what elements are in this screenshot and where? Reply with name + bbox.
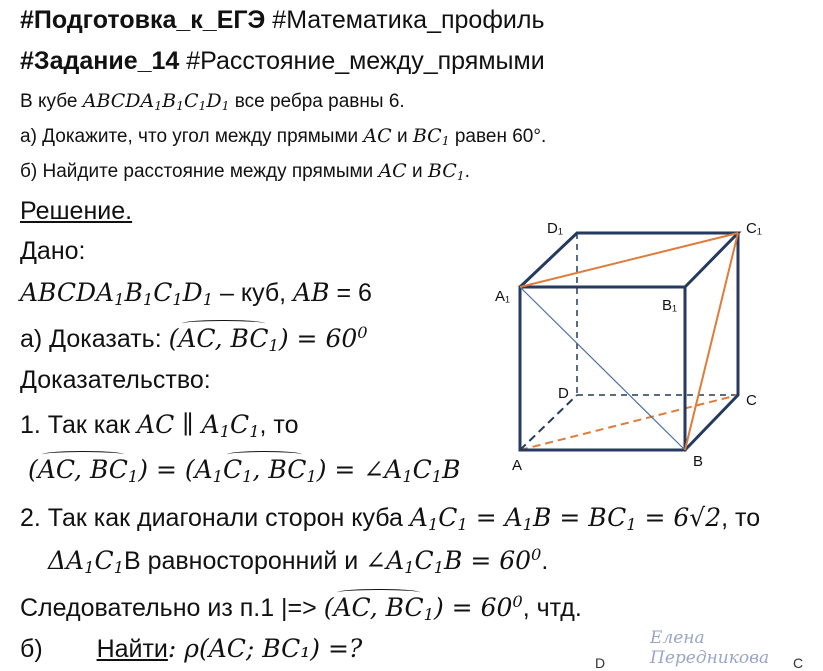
a-prefix: а) Докажите, что угол между прямыми	[20, 126, 364, 147]
proof-label: Доказательство:	[20, 366, 211, 394]
given-ab: AB	[293, 278, 330, 307]
find-label: Найти	[96, 635, 168, 663]
conclusion-formula: (AC, $BC_1) = 60^0$	[323, 592, 523, 624]
tag-prep: #Подготовка_к_ЕГЭ	[20, 6, 266, 34]
conclusion-prefix: Следовательно из п.1 |=>	[20, 593, 324, 622]
line-bc1-b: $BC_1$	[427, 160, 465, 184]
triangle-name: $\Delta A_1C_1$	[48, 545, 124, 577]
step1-suffix: , то	[259, 411, 299, 439]
diagonal-bc1	[685, 233, 738, 450]
tag-topic: #Расстояние_между_прямыми	[186, 47, 545, 75]
a-suffix: равен 60°.	[449, 126, 547, 147]
diagonal-a1c1	[520, 233, 738, 287]
label-d: D	[558, 385, 569, 402]
intro-prefix: В кубе	[20, 91, 83, 112]
cube-name: $ABCDA_1B_1C_1D_1$	[82, 90, 230, 114]
and-word: и	[391, 126, 413, 147]
solution-title: Решение.	[20, 197, 133, 225]
given-text: – куб,	[213, 279, 294, 307]
step-2	[20, 503, 760, 534]
header-line-2	[20, 47, 545, 76]
label-c: C	[746, 392, 757, 409]
given-label: Дано:	[20, 237, 86, 265]
step-1	[20, 410, 299, 441]
given-statement: $ABCDA_1B_1C_1D_1$ – куб, AB = 6	[20, 278, 372, 310]
label-c1: C₁	[746, 220, 762, 237]
prove-statement	[20, 323, 368, 355]
diagonal-ac	[520, 395, 738, 450]
label-a: A	[512, 457, 523, 474]
cut-label-d: D	[595, 655, 606, 671]
intro-suffix: все ребра равны 6.	[229, 91, 405, 112]
tag-math: #Математика_профиль	[272, 6, 545, 34]
line-bc1: $BC_1$	[412, 125, 450, 149]
author-signature: Елена Передникова	[650, 628, 770, 668]
prove-label: а) Доказать:	[20, 324, 169, 353]
step2b-text: равносторонний и	[140, 546, 366, 575]
line-ac-b: AC	[378, 160, 407, 182]
part-b-find	[20, 634, 362, 664]
find-formula: : ρ(AC; BC₁) =?	[167, 634, 363, 663]
cut-label-c: C	[793, 655, 804, 671]
problem-part-b: б) Найдите расстояние между прямыми AC и $BC_1$.	[20, 160, 470, 184]
step-1-formula: (AC, $BC_1) = (A_1C_1$, $BC_1$) = $\angle A_1C_1B$	[28, 455, 461, 487]
line-ac: AC	[363, 125, 392, 147]
b-prefix: б) Найдите расстояние между прямыми	[20, 161, 379, 182]
label-b1: B₁	[662, 297, 678, 314]
given-cube: $ABCDA_1B_1C_1D_1$	[20, 278, 214, 310]
b-label: б)	[20, 635, 43, 663]
prove-formula: (AC, $BC_1) = 60^0$	[168, 323, 368, 355]
cube-diagram	[490, 215, 780, 480]
tag-task: #Задание_14	[20, 47, 180, 75]
step1-prefix: 1. Так как	[20, 411, 138, 439]
problem-intro	[20, 90, 405, 113]
and-word-b: и	[406, 161, 428, 182]
label-a1: A₁	[495, 288, 511, 305]
problem-part-a	[20, 125, 546, 148]
angle-eq: $\angle A_1C_1B = 60^0$	[365, 545, 542, 577]
step2-suffix: , то	[721, 504, 761, 532]
step2-prefix: 2. Так как диагонали сторон куба	[20, 504, 410, 532]
step2-equality: $A_1C_1 = A_1B = BC_1 = 6√2$	[409, 503, 722, 535]
label-d1: D₁	[547, 220, 563, 237]
step-2b: $\Delta A_1C_1B$ равносторонний и $\angle A_1C_1B = 60^0$.	[48, 545, 549, 577]
step1-parallel: AC ∥ $A_1C_1$	[137, 410, 260, 442]
header-line-1	[20, 6, 544, 35]
conclusion-suffix: , чтд.	[522, 593, 582, 622]
label-b: B	[693, 453, 704, 470]
diagonal-a1b	[520, 287, 685, 450]
edge-ad	[520, 395, 577, 450]
conclusion	[20, 592, 582, 624]
